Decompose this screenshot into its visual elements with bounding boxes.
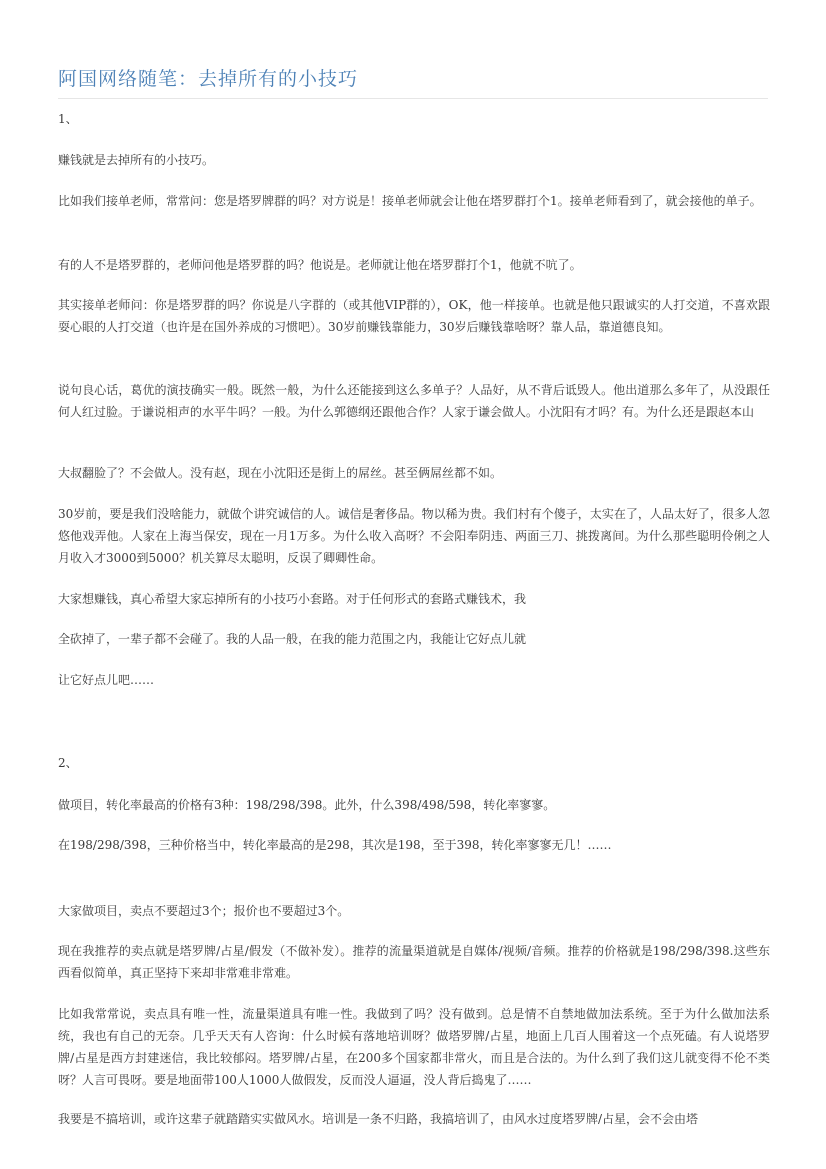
paragraph: 让它好点儿吧…… <box>58 673 155 687</box>
paragraph: 大叔翻脸了？不会做人。没有赵，现在小沈阳还是街上的屌丝。甚至俩屌丝都不如。 <box>58 466 503 480</box>
title-divider <box>58 98 768 99</box>
page-title: 阿国网络随笔：去掉所有的小技巧 <box>58 68 359 90</box>
paragraph: 我要是不搞培训，或许这辈子就踏踏实实做风水。培训是一条不归路，我搞培训了，由风水过度塔罗牌/占星，会不会由塔 <box>58 1112 699 1126</box>
paragraph: 有的人不是塔罗群的，老师问他是塔罗群的吗？他说是。老师就让他在塔罗群打个1，他就不吭了。 <box>58 258 582 272</box>
paragraph: 现在我推荐的卖点就是塔罗牌/占星/假发（不做补发）。推荐的流量渠道就是自媒体/视频/音频。推荐的价格就是198/298/398.这些东西看似简单，真正坚持下来却非常难非常难。 <box>58 944 770 980</box>
paragraph: 赚钱就是去掉所有的小技巧。 <box>58 153 215 167</box>
paragraph: 比如我们接单老师，常常问：您是塔罗牌群的吗？对方说是！接单老师就会让他在塔罗群打个1。接单老师看到了，就会接他的单子。 <box>58 194 762 208</box>
paragraph: 其实接单老师问：你是塔罗群的吗？你说是八字群的（或其他VIP群的），OK，他一样接单。也就是他只跟诚实的人打交道，不喜欢跟耍心眼的人打交道（也许是在国外养成的习惯吧）。30岁前赚钱靠能力，30岁后赚钱靠啥呀？靠人品，靠道德良知。 <box>58 298 770 334</box>
paragraph: 比如我常常说，卖点具有唯一性，流量渠道具有唯一性。我做到了吗？没有做到。总是情不自禁地做加法系统。至于为什么做加法系统，我也有自己的无奈。几乎天天有人咨询：什么时候有落地培训呀？做塔罗牌/占星，地面上几百人围着这一个点死磕。有人说塔罗牌/占星是西方封建迷信，我比较郁闷。塔罗牌/占星，在200多个国家都非常火，而且是合法的。为什么到了我们这儿就变得不伦不类呀？人言可畏呀。要是地面带100人1000人做假发，反而没人逼逼，没人背后捣鬼了…… <box>58 1007 770 1087</box>
paragraph: 大家想赚钱，真心希望大家忘掉所有的小技巧小套路。对于任何形式的套路式赚钱术，我 <box>58 592 527 606</box>
paragraph: 大家做项目，卖点不要超过3个；报价也不要超过3个。 <box>58 904 350 918</box>
section-number-1: 1、 <box>58 112 78 126</box>
paragraph: 30岁前，要是我们没啥能力，就做个讲究诚信的人。诚信是奢侈品。物以稀为贵。我们村有个傻子，太实在了，人品太好了，很多人忽悠他戏弄他。人家在上海当保安，现在一月1万多。为什么收入高呀？不会阳奉阴违、两面三刀、挑拨离间。为什么那些聪明伶俐之人月收入才3000到5000？机关算尽太聪明，反误了卿卿性命。 <box>58 507 770 565</box>
paragraph: 在198/298/398，三种价格当中，转化率最高的是298，其次是198，至于398，转化率寥寥无几！…… <box>58 838 612 852</box>
paragraph: 做项目，转化率最高的价格有3种：198/298/398。此外，什么398/498/598，转化率寥寥。 <box>58 798 556 812</box>
section-number-2: 2、 <box>58 756 78 770</box>
paragraph: 说句良心话，葛优的演技确实一般。既然一般，为什么还能接到这么多单子？人品好，从不背后诋毁人。他出道那么多年了，从没跟任何人红过脸。于谦说相声的水平牛吗？一般。为什么郭德纲还跟他合作？人家于谦会做人。小沈阳有才吗？有。为什么还是跟赵本山 <box>58 383 770 419</box>
paragraph: 全砍掉了，一辈子都不会碰了。我的人品一般，在我的能力范围之内，我能让它好点儿就 <box>58 632 527 646</box>
